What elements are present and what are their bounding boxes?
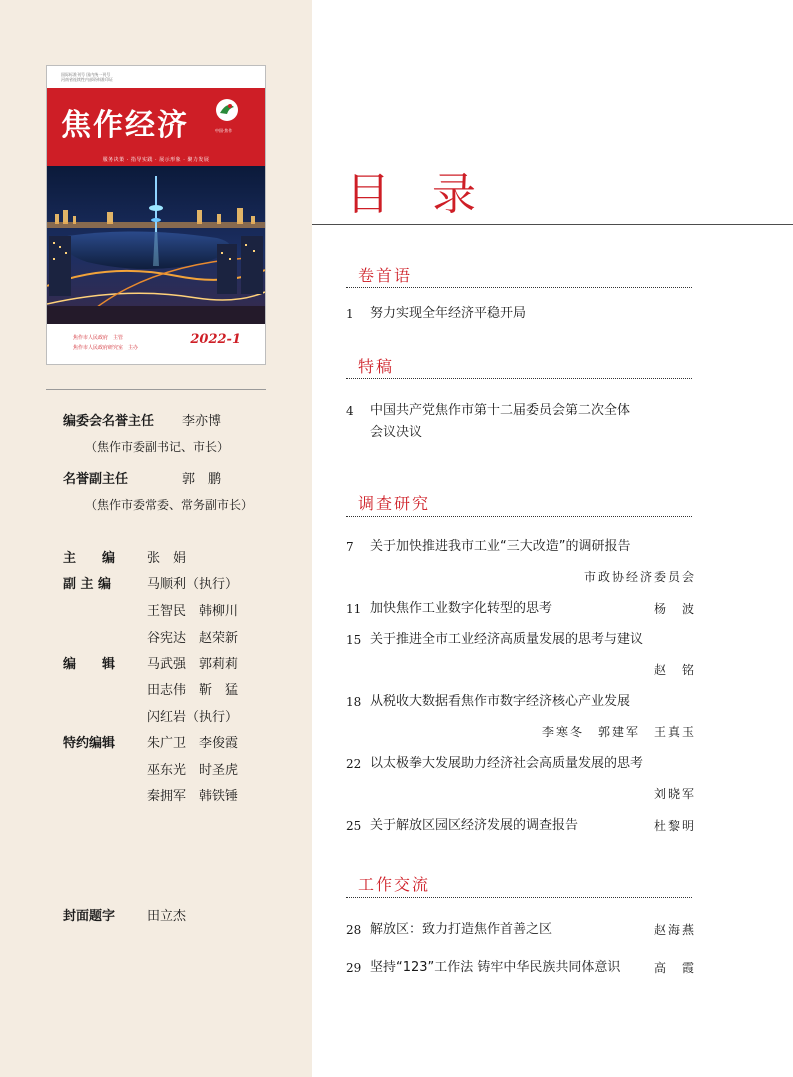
special-editors-name-1: 朱广卫 李俊霞 (147, 736, 239, 751)
cover-slogan: 服务决策 · 指导实践 · 展示形象 · 聚力发展 (102, 157, 210, 163)
special-editors-name-2: 巫东光 时圣虎 (147, 763, 239, 778)
toc-entry-title: 中国共产党焦作市第十二届委员会第二次全体 (370, 403, 631, 418)
divider (46, 389, 266, 390)
toc-page-number: 4 (346, 404, 354, 418)
chief-editor-name: 张 娟 (147, 551, 187, 566)
section-rule (346, 516, 692, 517)
cover-logo-label: 中国·焦作 (215, 128, 233, 133)
hon-chair-title: （焦作市委副书记、市长） (85, 440, 230, 454)
toc-entry-author: 刘晓军 (653, 787, 696, 801)
cover-topline-1: 国际标准刊号 国内统一刊号 (61, 72, 111, 77)
section-rule (346, 287, 692, 288)
toc-entry-author: 李寒冬 郭建军 王真玉 (541, 725, 696, 739)
left-sidebar (0, 0, 312, 1077)
toc-entry-author: 高 霞 (653, 961, 696, 975)
toc-page-number: 7 (346, 540, 354, 554)
deputy-editor-name-3: 谷宪达 赵荣新 (147, 631, 239, 646)
toc-entry-author: 市政协经济委员会 (583, 570, 696, 584)
section-heading-gongzuojiaoliu: 工作交流 (358, 875, 431, 894)
toc-page-number: 25 (346, 819, 362, 833)
toc-page-number: 11 (346, 602, 362, 616)
toc-entry-title: 以太极拳大发展助力经济社会高质量发展的思考 (370, 756, 644, 771)
hon-vice-name: 郭 鹏 (182, 472, 222, 487)
editors-name-2: 田志伟 靳 猛 (147, 683, 239, 698)
calligraphy-label: 封面题字 (63, 909, 116, 924)
toc-entry-author: 赵海燕 (653, 923, 696, 937)
section-rule (346, 897, 692, 898)
cover-publisher-2: 焦作市人民政府研究室 主办 (73, 345, 139, 351)
toc-entry-title: 关于解放区园区经济发展的调查报告 (370, 818, 579, 833)
toc-page-number: 1 (346, 307, 354, 321)
special-editors-name-3: 秦拥军 韩铁锤 (147, 789, 239, 804)
toc-entry-author: 杨 波 (653, 602, 696, 616)
cover-publisher-1: 焦作市人民政府 主管 (73, 335, 124, 341)
section-heading-tegao: 特稿 (358, 357, 395, 376)
toc-page-number: 22 (346, 757, 362, 771)
toc-title: 目 录 (346, 169, 490, 220)
toc-entry-title: 从税收大数据看焦作市数字经济核心产业发展 (370, 694, 631, 709)
cover-logo-icon (215, 98, 239, 122)
toc-entry-title: 加快焦作工业数字化转型的思考 (370, 601, 553, 616)
section-rule (346, 378, 692, 379)
cover-title: 焦作经济 (61, 108, 189, 143)
toc-entry-title: 坚持“123”工作法 铸牢中华民族共同体意识 (370, 960, 621, 975)
cover-topline-2: 河南省连续性内部资料准印证 (61, 77, 113, 82)
toc-page-number: 29 (346, 961, 362, 975)
hon-chair-name: 李亦博 (182, 414, 222, 429)
toc-page-number: 28 (346, 923, 362, 937)
toc-entry-author: 赵 铭 (653, 663, 696, 677)
calligraphy-name: 田立杰 (147, 909, 187, 924)
editors-label: 编 辑 (63, 657, 116, 672)
toc-entry-title: 努力实现全年经济平稳开局 (370, 306, 527, 321)
hon-chair-label: 编委会名誉主任 (63, 414, 155, 429)
hon-vice-label: 名誉副主任 (63, 472, 129, 487)
toc-entry[interactable] (346, 402, 696, 446)
editors-name-1: 马武强 郭莉莉 (147, 657, 239, 672)
cover-bottom (47, 324, 265, 364)
deputy-editor-label: 副 主 编 (63, 577, 112, 592)
toc-page-number: 18 (346, 695, 362, 709)
toc-entry-title-continued: 会议决议 (370, 425, 423, 440)
section-heading-diaochayanjiu: 调查研究 (358, 494, 431, 513)
editors-name-3: 闪红岩（执行） (147, 710, 239, 725)
toc-entry-title: 关于加快推进我市工业“三大改造”的调研报告 (370, 539, 631, 554)
cover-topline (61, 72, 113, 82)
toc-entry-title: 关于推进全市工业经济高质量发展的思考与建议 (370, 632, 644, 647)
toc-page-number: 15 (346, 633, 362, 647)
toc-entry-author: 杜黎明 (653, 819, 696, 833)
toc-entry-title: 解放区：致力打造焦作首善之区 (370, 922, 553, 937)
deputy-editor-name-1: 马顺利（执行） (147, 577, 239, 592)
title-rule (312, 224, 793, 225)
section-heading-juanshouyu: 卷首语 (358, 266, 413, 285)
deputy-editor-name-2: 王智民 韩柳川 (147, 604, 239, 619)
hon-vice-title: （焦作市委常委、常务副市长） (85, 498, 254, 512)
cover-thumbnail[interactable] (46, 65, 266, 365)
cover-issue-number: 2022-1 (190, 332, 241, 347)
chief-editor-label: 主 编 (63, 551, 116, 566)
special-editors-label: 特约编辑 (63, 736, 116, 751)
